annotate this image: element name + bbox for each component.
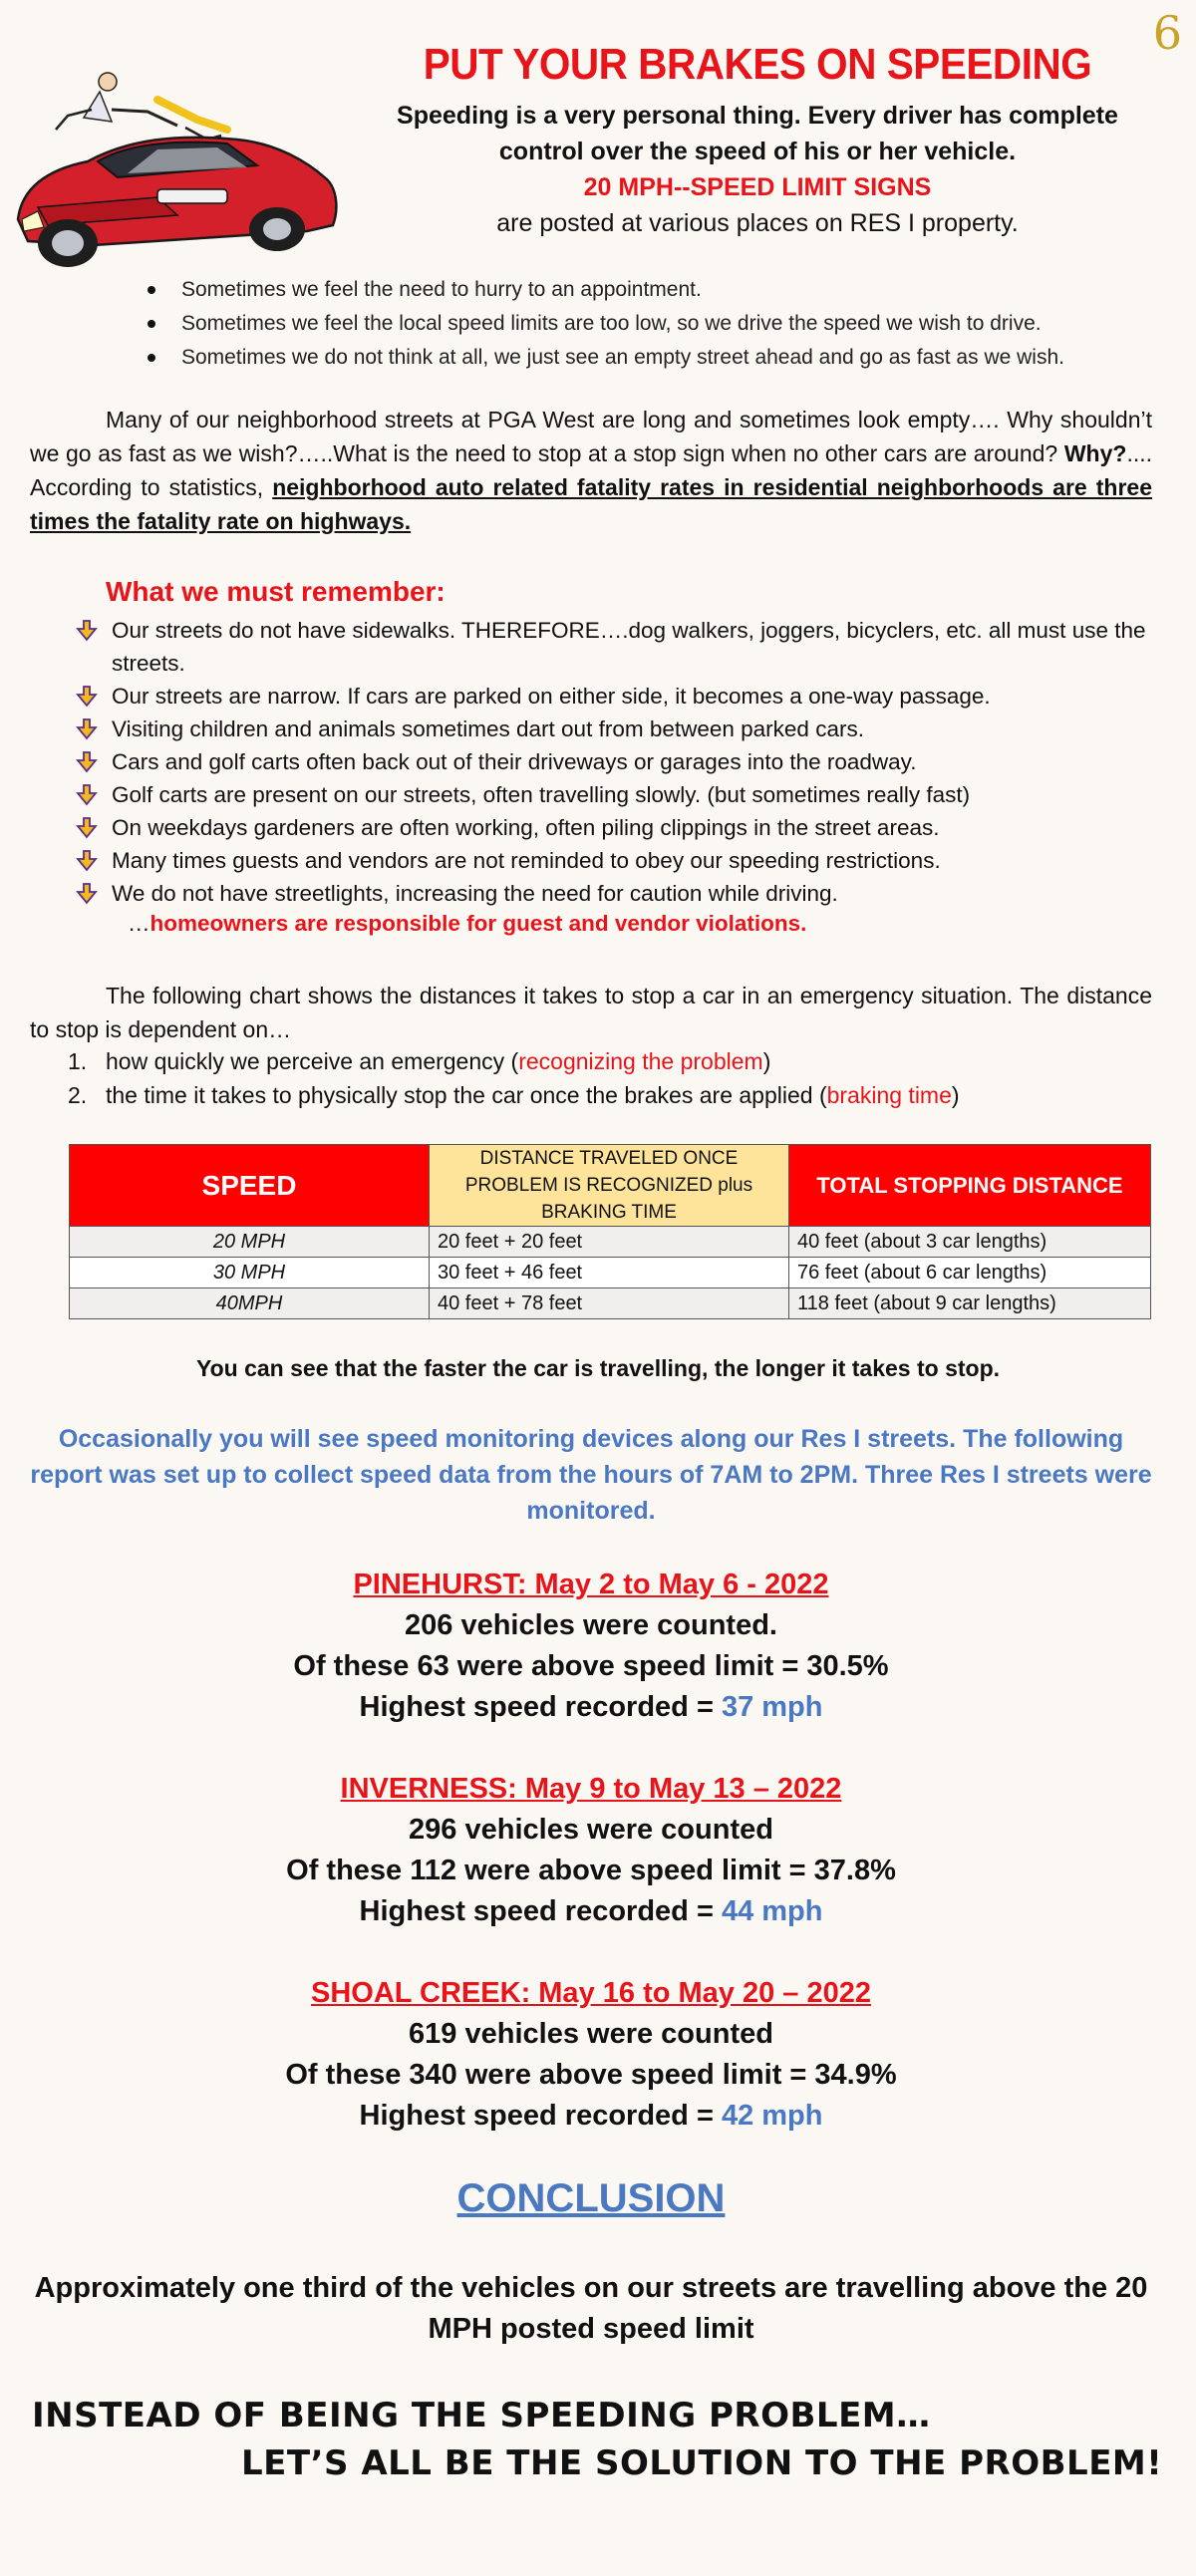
cell-speed: 30 MPH [70,1258,430,1288]
arrow-bullet-icon [76,620,98,642]
cell-speed: 40MPH [70,1288,430,1319]
page-title: PUT YOUR BRAKES ON SPEEDING [423,40,1092,89]
closing-line-1: INSTEAD OF BEING THE SPEEDING PROBLEM… [32,2396,931,2435]
report-highest-value: 44 mph [721,1895,823,1927]
factor-highlight: braking time [826,1082,952,1108]
streets-paragraph-text: Many of our neighborhood streets at PGA West are long and sometimes look empty…. Why shouldn’t we go as fast as we wish?…..What is the need to stop at a stop sign when no other cars are around? [30,407,1152,466]
list-item [74,680,1156,713]
remember-item-text: Golf carts are present on our streets, often travelling slowly. (but sometimes really fast) [112,782,971,807]
remember-list [74,614,1156,910]
report-counted: 619 vehicles were counted [409,2018,773,2050]
report-location: PINEHURST: May 2 to May 6 - 2022 [353,1569,829,1600]
report-highest-label: Highest speed recorded = [359,2100,722,2132]
arrow-bullet-icon [76,817,98,839]
header-speed: SPEED [70,1145,430,1227]
remember-item-text: Cars and golf carts often back out of their driveways or garages into the roadway. [112,749,917,774]
responsibility-dots: … [128,911,150,936]
report-highest [0,1891,1182,1932]
factor-highlight: recognizing the problem [518,1048,763,1074]
report-inverness [0,1769,1182,1932]
list-item: Sometimes we do not think at all, we just see an empty street ahead and go as fast as we wish. [148,341,1064,375]
remember-item-text: Visiting children and animals sometimes dart out from between parked cars. [112,716,864,741]
table-header-row [70,1145,1151,1227]
reasons-list [148,273,1064,375]
cell-distance: 20 feet + 20 feet [430,1227,789,1258]
arrow-bullet-icon [76,850,98,872]
closing-line-2: LET’S ALL BE THE SOLUTION TO THE PROBLEM! [241,2443,1163,2483]
conclusion-heading: CONCLUSION [456,2176,726,2220]
intro-line-2: control over the speed of his or her vehicle. [498,138,1017,165]
report-counted: 206 vehicles were counted. [405,1609,777,1641]
factor-number: 1. [68,1048,88,1074]
arrow-bullet-icon [76,751,98,773]
remember-item-text: Many times guests and vendors are not reminded to obey our speeding restrictions. [112,848,941,873]
list-item [74,811,1156,844]
list-item: Sometimes we feel the local speed limits are too low, so we drive the speed we wish to drive. [148,307,1064,341]
why-emphasis: Why? [1063,440,1127,466]
faster-note: You can see that the faster the car is travelling, the longer it takes to stop. [195,1355,1001,1381]
remember-item-text: On weekdays gardeners are often working, often piling clippings in the street areas. [112,815,940,840]
cell-total: 76 feet (about 6 car lengths) [789,1258,1151,1288]
table-row [70,1227,1151,1258]
speed-limit-notice: 20 MPH--SPEED LIMIT SIGNS [583,173,932,201]
list-item [74,778,1156,811]
arrow-bullet-icon [76,784,98,806]
remember-item-text: Our streets are narrow. If cars are parked on either side, it becomes a one-way passage. [112,684,991,709]
stopping-distance-table [69,1144,1151,1319]
cell-total: 40 feet (about 3 car lengths) [789,1227,1151,1258]
report-highest-value: 37 mph [721,1691,823,1723]
factor-end: ) [762,1048,771,1074]
factor-number: 2. [68,1082,88,1108]
list-item [30,1078,960,1112]
report-shoal-creek [0,1973,1182,2137]
list-item [74,614,1156,680]
car-illustration-icon [8,70,347,269]
report-highest-label: Highest speed recorded = [359,1691,722,1723]
intro-block [359,98,1156,241]
stat-intro: .... According to statistics, [30,440,1152,500]
remember-item-text: We do not have streetlights, increasing the need for caution while driving. [112,881,838,906]
fatality-statistic: neighborhood auto related fatality rates in residential neighborhoods are three times the fatality rate on highways. [30,474,1152,534]
factor-text: the time it takes to physically stop the car once the brakes are applied ( [106,1082,827,1108]
list-item [74,713,1156,745]
arrow-bullet-icon [76,686,98,708]
chart-intro-text: The following chart shows the distances it takes to stop a car in an emergency situation. The distance to stop is dependent on… [30,983,1152,1042]
chart-intro-paragraph [30,979,1152,1046]
arrow-bullet-icon [76,883,98,905]
report-above: Of these 112 were above speed limit = 37.8% [286,1855,896,1886]
remember-heading: What we must remember: [106,576,446,607]
intro-line-4: are posted at various places on RES I property. [496,209,1019,237]
cell-speed: 20 MPH [70,1227,430,1258]
report-pinehurst [0,1565,1182,1728]
list-item [74,745,1156,778]
cell-total: 118 feet (about 9 car lengths) [789,1288,1151,1319]
cell-distance: 30 feet + 46 feet [430,1258,789,1288]
conclusion-text: Approximately one third of the vehicles on our streets are travelling above the 20 MPH posted speed limit [34,2272,1148,2345]
monitor-note: Occasionally you will see speed monitoring devices along our Res I streets. The following report was set up to collect speed data from the hours of 7AM to 2PM. Three Res I streets were monitored. [30,1425,1152,1525]
report-counted: 296 vehicles were counted [409,1814,773,1846]
table-row [70,1288,1151,1319]
responsibility-note [128,911,806,937]
intro-line-1: Speeding is a very personal thing. Every driver has complete [397,102,1118,130]
report-above: Of these 340 were above speed limit = 34.9% [285,2059,897,2091]
report-above: Of these 63 were above speed limit = 30.5% [293,1650,889,1682]
page-number: 6 [1152,6,1182,60]
report-highest [0,1687,1182,1728]
factor-text: how quickly we perceive an emergency ( [106,1048,519,1074]
remember-item-text: Our streets do not have sidewalks. THEREFORE….dog walkers, joggers, bicyclers, etc. all must use the streets. [112,618,1146,676]
report-location: INVERNESS: May 9 to May 13 – 2022 [340,1773,842,1805]
arrow-bullet-icon [76,718,98,740]
table-row [70,1258,1151,1288]
report-highest-value: 42 mph [721,2100,823,2132]
list-item [30,1044,960,1078]
header-total: TOTAL STOPPING DISTANCE [789,1145,1151,1227]
factor-end: ) [951,1082,960,1108]
header-distance: DISTANCE TRAVELED ONCE PROBLEM IS RECOGNIZED plus BRAKING TIME [430,1145,789,1227]
list-item [74,877,1156,910]
report-highest [0,2096,1182,2137]
list-item: Sometimes we feel the need to hurry to an appointment. [148,273,1064,307]
report-highest-label: Highest speed recorded = [359,1895,722,1927]
factors-list [30,1044,960,1112]
report-location: SHOAL CREEK: May 16 to May 20 – 2022 [311,1977,871,2009]
list-item [74,844,1156,877]
streets-paragraph [30,403,1152,538]
cell-distance: 40 feet + 78 feet [430,1288,789,1319]
responsibility-text: homeowners are responsible for guest and vendor violations. [150,911,807,936]
